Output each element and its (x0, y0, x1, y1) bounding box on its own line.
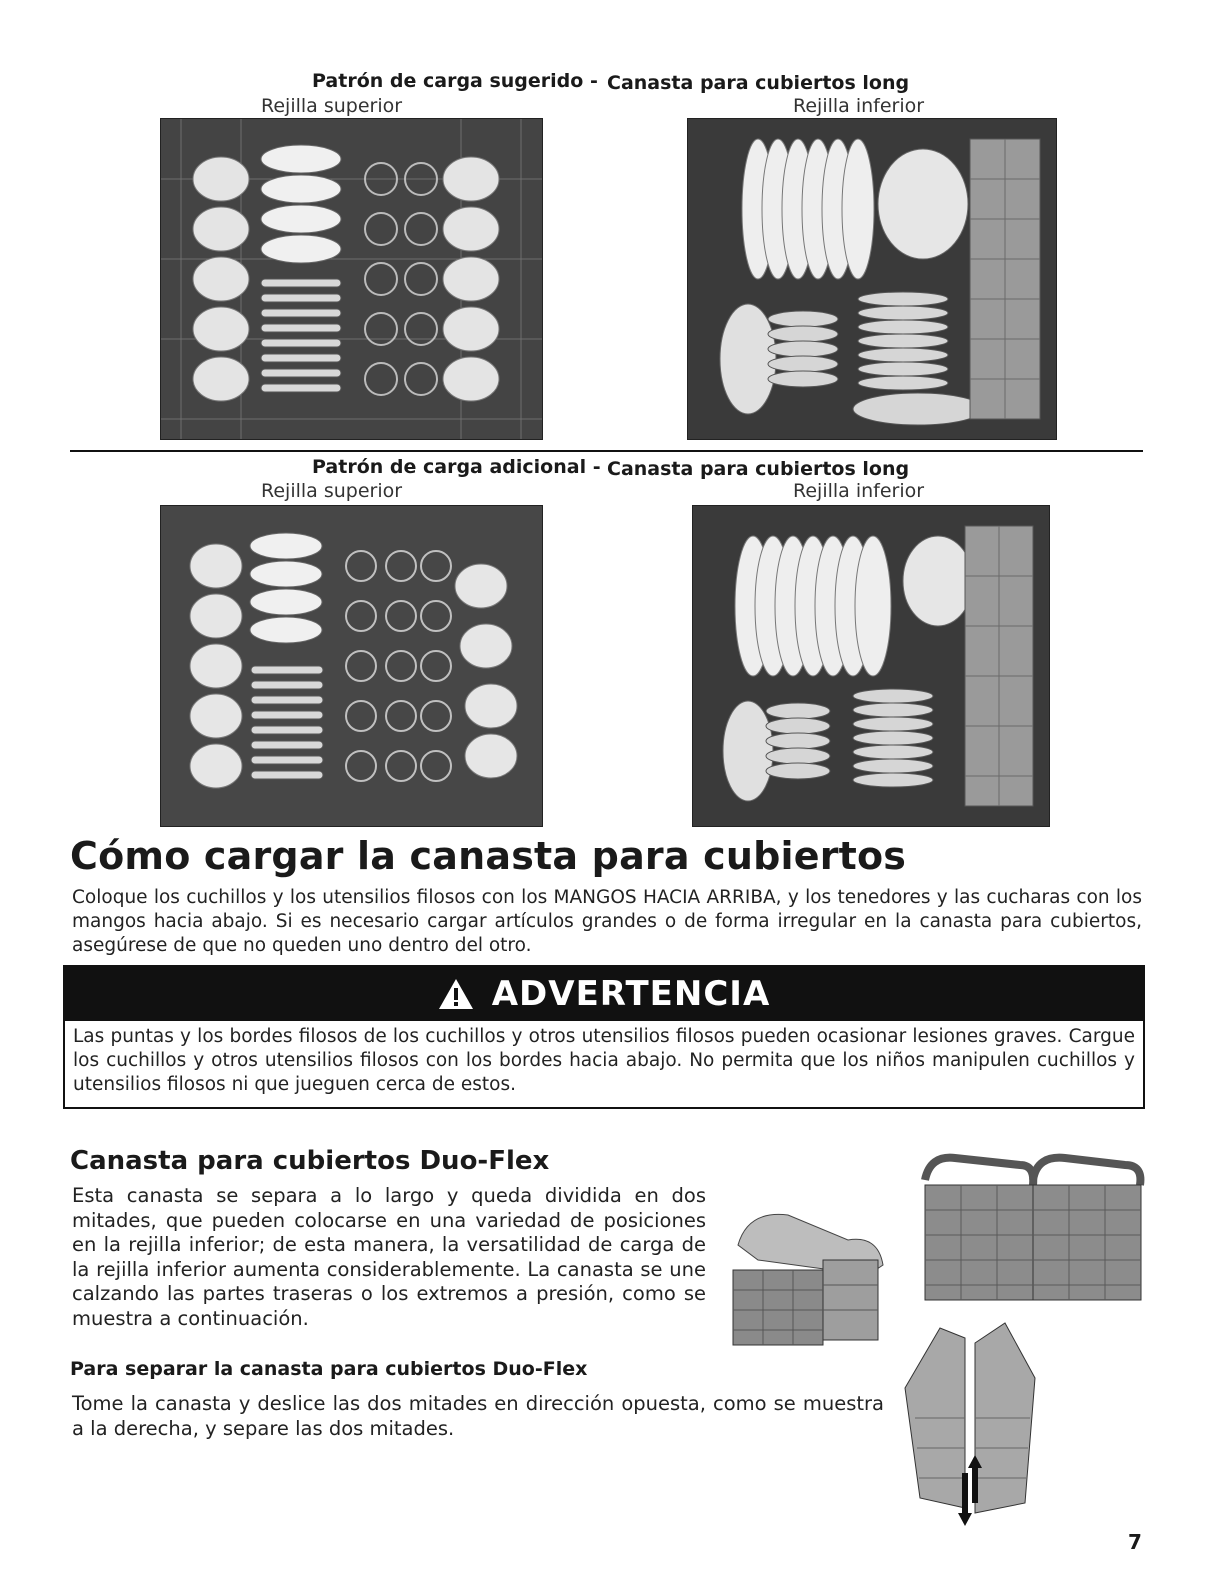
warning-header (65, 967, 1143, 1021)
warning-box (63, 965, 1145, 1109)
upper-rack-photo (160, 118, 543, 440)
upper-rack-label-2: Rejilla superior (261, 480, 403, 502)
lower-rack-label-2: Rejilla inferior (793, 480, 925, 502)
section-divider (70, 450, 1143, 452)
warning-text: Las puntas y los bordes filosos de los cuchillos y otros utensilios filosos pueden ocasionar lesiones graves. Cargue los cuchillos y otros utensilios filosos con los bordes hacia abajo. No permita que los niños manipulen cuchillos y utensilios filosos ni que jueguen cerca de estos. (73, 1026, 1135, 1095)
duoflex-separate-heading: Para separar la canasta para cubiertos Duo-Flex (70, 1358, 588, 1380)
basket-long-label-2: Canasta para cubiertos long (607, 458, 910, 480)
lower-rack-label: Rejilla inferior (793, 95, 925, 117)
warning-title: ADVERTENCIA (491, 974, 771, 1014)
upper-rack-additional-photo (160, 505, 543, 827)
warning-triangle-icon (438, 978, 474, 1010)
lower-rack-photo (687, 118, 1057, 440)
pattern-additional-label: Patrón de carga adicional - (312, 456, 601, 478)
page-title: Cómo cargar la canasta para cubiertos (70, 834, 907, 878)
basket-long-label: Canasta para cubiertos long (607, 72, 910, 94)
basket-combined-illustration (718, 1205, 898, 1355)
intro-paragraph: Coloque los cuchillos y los utensilios filosos con los MANGOS HACIA ARRIBA, y los tenedores y las cucharas con los mangos hacia abajo. Si es necesario cargar artículos grandes o de forma irregular en la canasta para cubiertos, asegúrese de que no queden uno dentro del otro. (72, 887, 1142, 956)
duoflex-paragraph: Esta canasta se separa a lo largo y queda dividida en dos mitades, que pueden colocarse en una variedad de posiciones en la rejilla inferior; de esta manera, la versatilidad de carga de la rejilla inferior aumenta considerablemente. La canasta se une calzando las partes traseras o los extremos a presión, como se muestra a continuación. (72, 1184, 706, 1330)
pattern-suggested-label: Patrón de carga sugerido - (312, 70, 598, 92)
basket-halves-joined-illustration (915, 1150, 1155, 1310)
basket-halves-separating-illustration (895, 1318, 1045, 1528)
lower-rack-additional-photo (692, 505, 1050, 827)
duoflex-heading: Canasta para cubiertos Duo-Flex (70, 1146, 550, 1176)
duoflex-separate-paragraph: Tome la canasta y deslice las dos mitades en dirección opuesta, como se muestra a la derecha, y separe las dos mitades. (72, 1392, 884, 1440)
upper-rack-label: Rejilla superior (261, 95, 403, 117)
page-number: 7 (1128, 1530, 1142, 1554)
